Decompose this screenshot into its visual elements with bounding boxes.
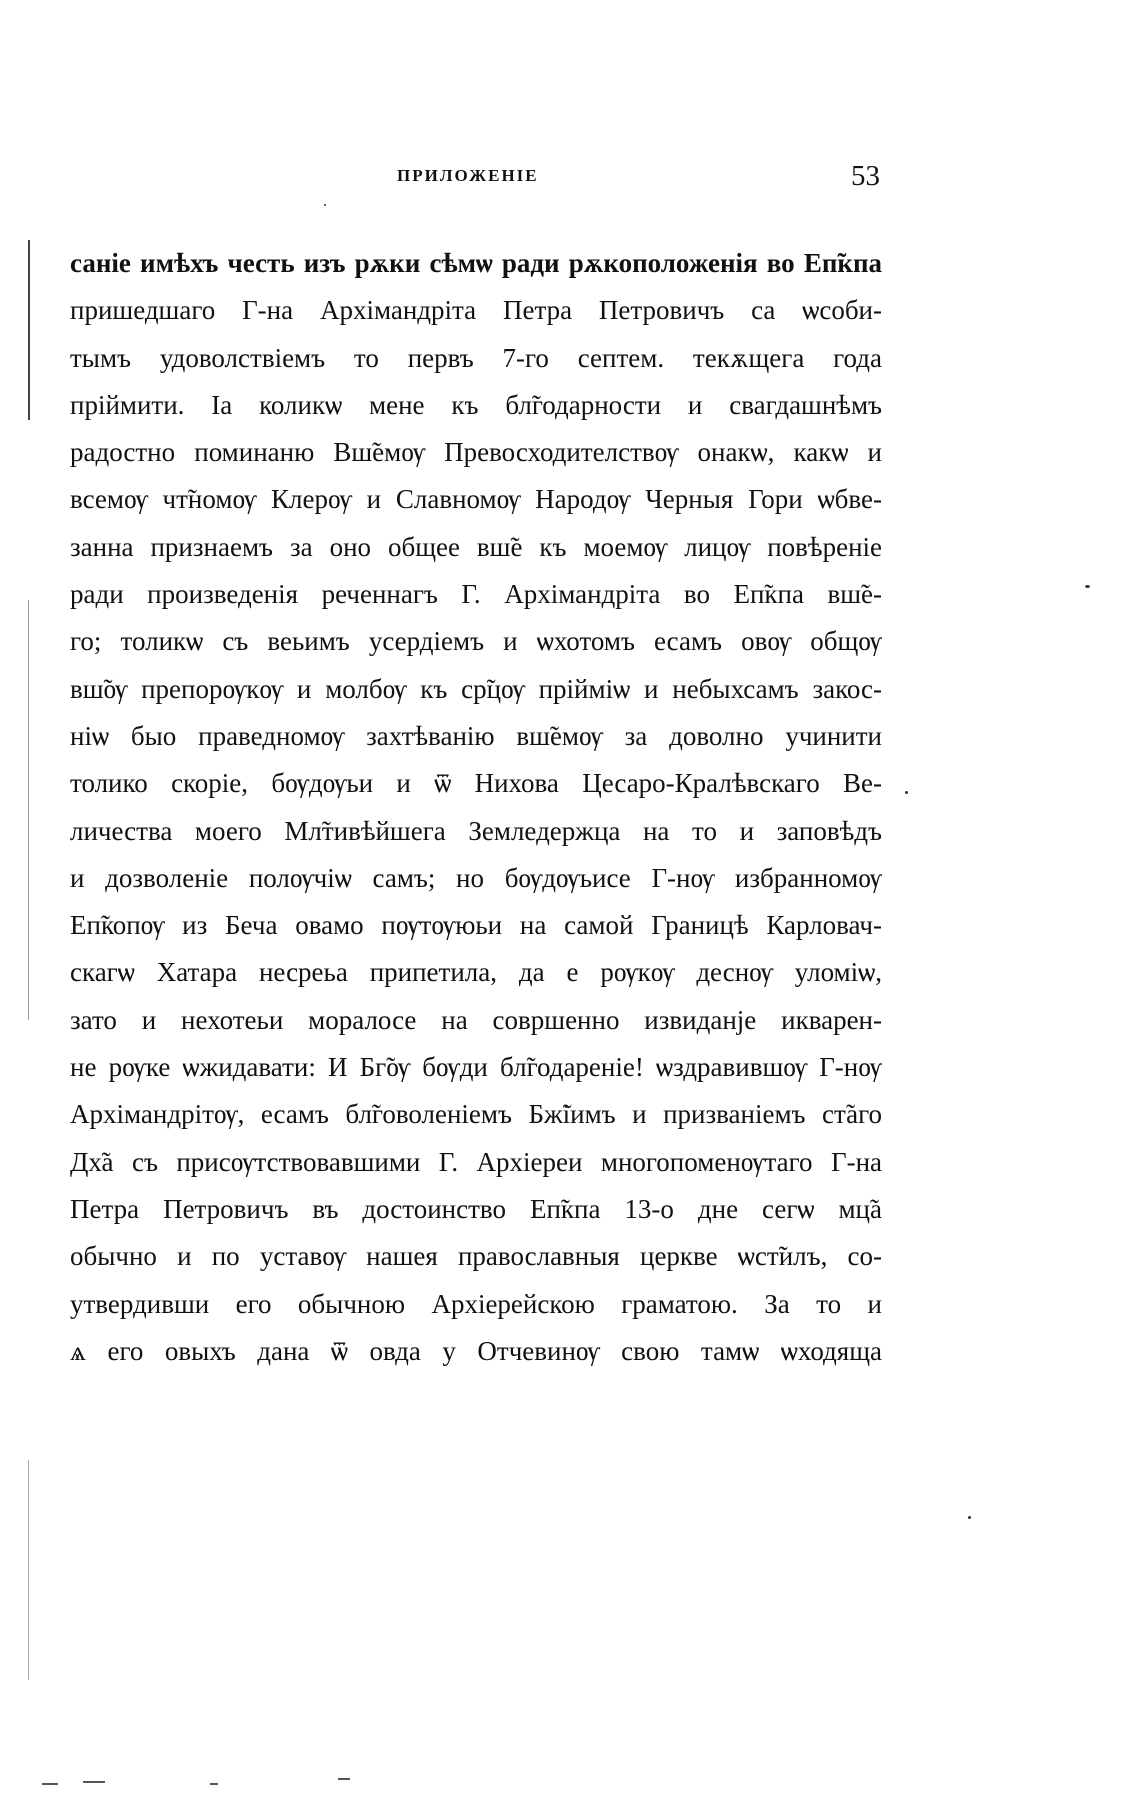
- scan-mark: [83, 1781, 105, 1783]
- running-head: [70, 160, 880, 200]
- scan-speck: [1085, 585, 1090, 588]
- text-line: го; толикѡ съ веьимъ усердіемъ и ѡхотомъ есамъ овѹ общѹ: [70, 626, 882, 657]
- scan-speck: [968, 1516, 971, 1519]
- text-line: скагѡ Хатара несреьа припетила, да е рѹкѹ деснѹ уломіѡ,: [70, 957, 882, 988]
- text-line: личества моего Мл̃тивѣйшега Земледержца на то и заповѣдъ: [70, 815, 882, 846]
- text-line: вш̃ѹ препорѹкѹ и молбѹ къ ср̃цѹ пріймiѡ и небыхсамъ закос-: [70, 673, 882, 704]
- text-line: не рѹке ѡжидавати: И Бг̃ѹ бѹди бл̃годареніе! ѡздравившѹ Г-нѹ: [70, 1052, 882, 1083]
- text-line: обычно и по уставѹ нашея православныя церкве ѡст̃илъ, со-: [70, 1241, 882, 1272]
- text-line: Петра Петровичъ въ достоинство Еп̃кпа 13-о дне сегѡ мц̃а: [70, 1193, 882, 1224]
- text-line: всемѹ чт̃номѹ Клерѹ и Славномѹ Народѹ Черныя Гори ѡбве-: [70, 484, 882, 515]
- body-text: [70, 240, 882, 1375]
- scan-mark: [338, 1778, 350, 1780]
- scan-mark: [210, 1783, 218, 1785]
- scan-speck: [905, 791, 908, 794]
- text-line: утвердивши его обычною Архіерейскою граматою. За то и: [70, 1288, 882, 1319]
- text-line: Архімандрітѹ, есамъ бл̃говоленіемъ Бж̃іимъ и призваніемъ ст̃аго: [70, 1099, 882, 1130]
- text-line: радостно поминаню Вш̃емѹ Превосходителствѹ онакѡ, какѡ и: [70, 437, 882, 468]
- page-number: 53: [851, 160, 880, 192]
- text-line: занна признаемъ за оно общее вш̃е къ моемѹ лицѹ повѣреніе: [70, 531, 882, 562]
- text-line: саніе имѣхъ честь изъ рѫки сѣмѡ ради рѫкоположенія во Еп̃кпа: [70, 248, 882, 278]
- scan-mark: [42, 1783, 58, 1785]
- scan-speck: [324, 204, 326, 206]
- text-line: пришедшаго Г-на Архімандріта Петра Петровичъ са ѡсоби-: [70, 295, 882, 326]
- text-line: Дх̃а съ присѹтствовавшими Г. Архіереи многопоменѹтаго Г-на: [70, 1146, 882, 1177]
- text-line: ніѡ быо праведномѹ захтѣванію вш̃емѹ за доволно учинити: [70, 720, 882, 751]
- margin-rule-middle: [28, 600, 29, 1020]
- text-line: толико скоріе, бѹдѹьи и ѿ Нихова Цесаро-Кралѣвскаго Ве-: [70, 768, 882, 799]
- running-title: ПРИЛОЖЕНІЕ: [397, 166, 539, 185]
- text-line: пріймити. Іа коликѡ мене къ бл̃годарности и свагдашнѣмъ: [70, 389, 882, 420]
- text-line: тымъ удоволствіемъ то первъ 7-го септем. текѫщега года: [70, 342, 882, 373]
- text-line: Еп̃копѹ из Беча овамо пѹтѹюьи на самой Границѣ Карловач-: [70, 910, 882, 941]
- text-line: ѧ его овыхъ дана ѿ овда у Отчевинѹ свою тамѡ ѡходяща: [70, 1335, 882, 1366]
- text-line: и дозволеніе полѹчiѡ самъ; но бѹдѹьисе Г-нѹ избранномѹ: [70, 862, 882, 893]
- text-line: зато и нехотеьи моралосе на совршенно извиданје икварен-: [70, 1004, 882, 1035]
- margin-rule-bottom: [28, 1460, 29, 1680]
- margin-rule-top: [28, 240, 30, 420]
- text-line: ради произведенія реченнагъ Г. Архімандріта во Еп̃кпа вш̃е-: [70, 579, 882, 610]
